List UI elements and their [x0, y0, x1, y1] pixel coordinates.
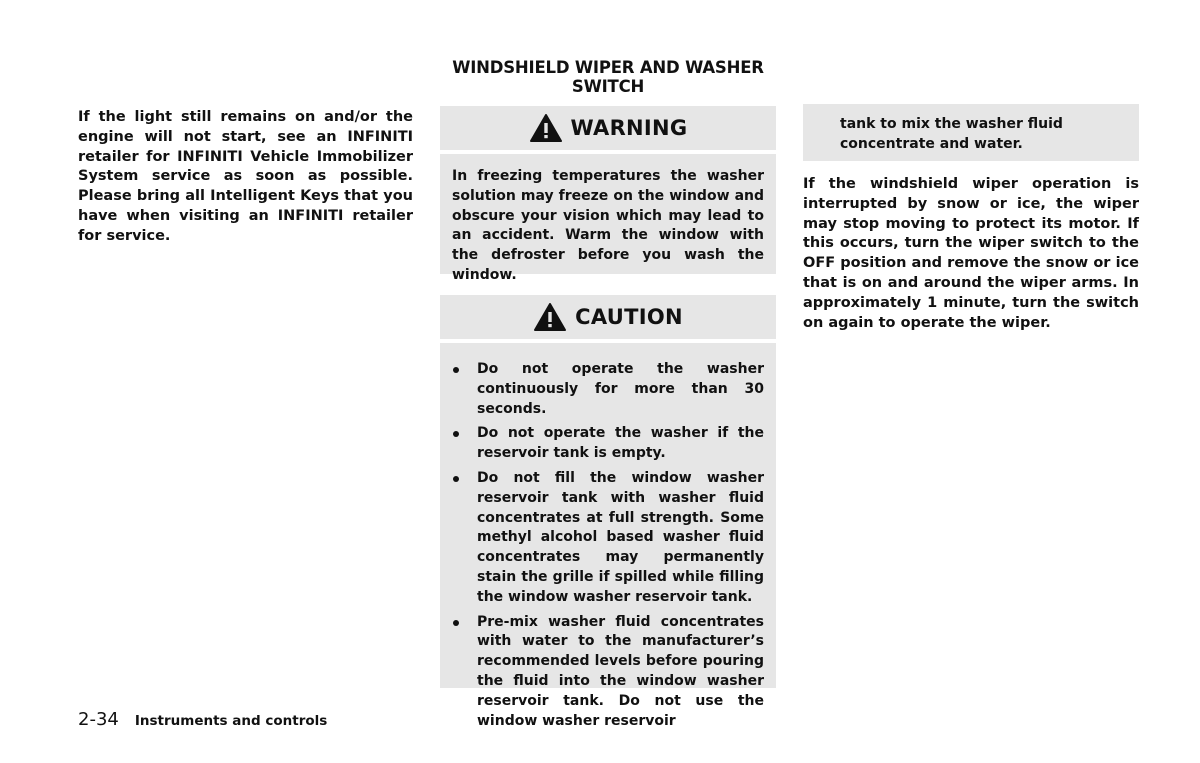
- footer-section-name: Instruments and controls: [134, 713, 328, 729]
- warning-header: [440, 106, 776, 150]
- bullet-icon: [453, 620, 459, 626]
- warning-title: WARNING: [570, 116, 688, 140]
- caution-item-text: Pre-mix washer fluid concentrates with water to the manufacturer’s recommended levels before pouring the fluid into the window washer reservoir tank. Do not use the window washer reservoir: [477, 613, 764, 729]
- warning-box: [440, 106, 776, 283]
- warning-text: In freezing temperatures the washer solution may freeze on the window and obscure your vision which may lead to an accident. Warm the window with the defroster before you wash the window.: [452, 168, 764, 283]
- section-title: WINDSHIELD WIPER AND WASHER SWITCH: [452, 58, 764, 96]
- page-footer: [78, 709, 327, 730]
- caution-item: [452, 360, 764, 419]
- right-paragraph: If the windshield wiper operation is interrupted by snow or ice, the wiper may stop moving to protect its motor. If this occurs, turn the wiper switch to the OFF position and remove the snow or ice that is on and around the wiper arms. In approximately 1 minute, turn the switch on again to operate the wiper.: [803, 176, 1139, 331]
- warning-triangle-icon: [529, 113, 563, 143]
- caution-item-text: Do not operate the washer continuously for more than 30 seconds.: [477, 361, 764, 417]
- bullet-icon: [453, 476, 459, 482]
- bullet-icon: [453, 367, 459, 373]
- page-number: 2-34: [78, 709, 119, 730]
- left-paragraph: If the light still remains on and/or the engine will not start, see an INFINITI retailer for INFINITI Vehicle Immobilizer System service as soon as possible. Please bring all Intelligent Keys that you have when visiting an INFINITI retailer for service.: [78, 109, 413, 244]
- caution-item-text: Do not fill the window washer reservoir tank with washer fluid concentrates at full strength. Some methyl alcohol based washer fluid concentrates may permanently stain the grille if spilled while filling the window washer reservoir tank.: [477, 469, 764, 605]
- caution-header: [440, 295, 776, 339]
- caution-continuation-box: [803, 104, 1139, 161]
- caution-list: [440, 343, 776, 731]
- caution-title: CAUTION: [575, 305, 683, 329]
- caution-item: [452, 469, 764, 608]
- caution-box: [440, 295, 776, 729]
- bullet-icon: [453, 431, 459, 437]
- caution-item: [452, 424, 764, 464]
- warning-triangle-icon: [533, 302, 567, 332]
- caution-item: [452, 613, 764, 732]
- caution-continuation-text: tank to mix the washer fluid concentrate and water.: [840, 116, 1063, 152]
- caution-item-text: Do not operate the washer if the reservoir tank is empty.: [477, 425, 764, 462]
